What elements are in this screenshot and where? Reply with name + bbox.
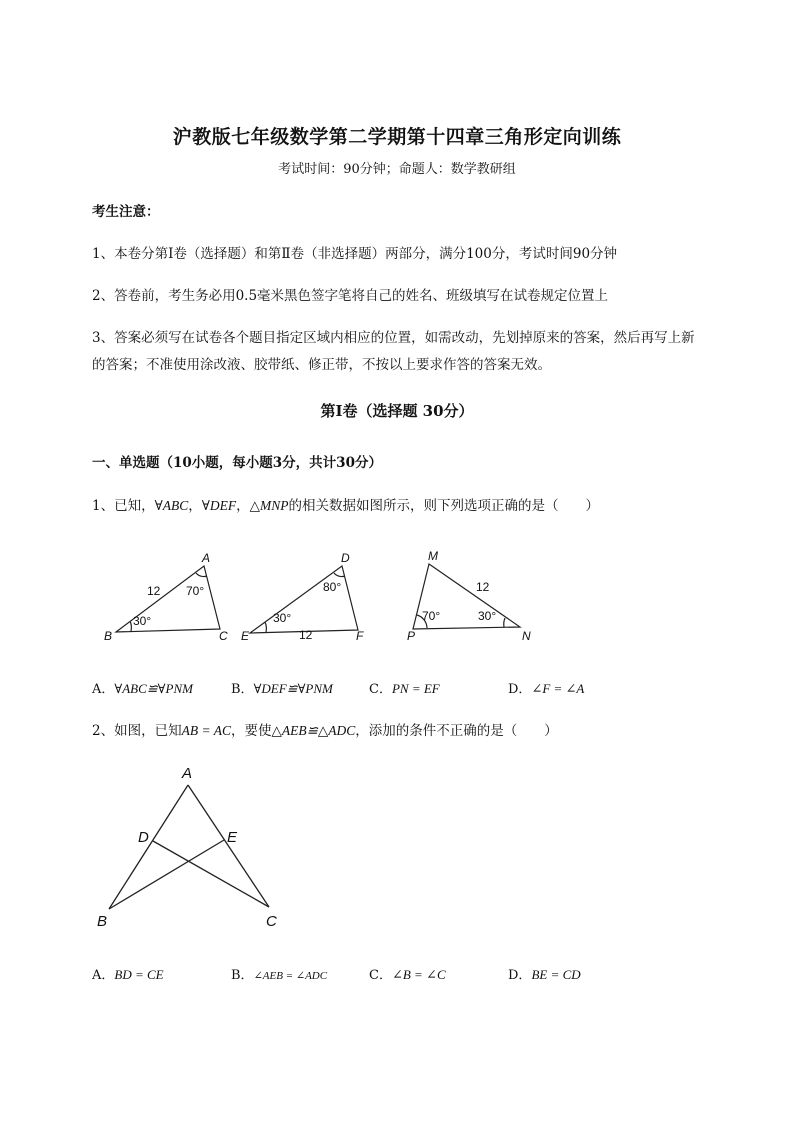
q2-option-a[interactable] bbox=[92, 964, 164, 983]
notice-item-3: 3、答案必须写在试卷各个题目指定区域内相应的位置，如需改动，先划掉原来的答案，然后再写上新 bbox=[92, 330, 695, 346]
q1-suffix: 的相关数据如图所示，则下列选项正确的是（ ） bbox=[288, 498, 600, 514]
vertex-p: P bbox=[407, 629, 416, 643]
angle-b-arc bbox=[130, 621, 131, 631]
question-2-figure bbox=[0, 760, 794, 935]
vertex-n: N bbox=[522, 629, 531, 643]
option-text: BE = CD bbox=[531, 967, 581, 982]
point-c: C bbox=[266, 913, 277, 930]
segment-be bbox=[109, 840, 224, 909]
question-1-stem bbox=[92, 494, 599, 514]
option-text: ∠B = ∠C bbox=[391, 967, 446, 982]
angle-a-label: 70° bbox=[186, 584, 205, 598]
notice-item-1: 1、本卷分第I卷（选择题）和第Ⅱ卷（非选择题）两部分，满分100分，考试时间90分钟 bbox=[92, 246, 618, 262]
option-letter: D． bbox=[508, 968, 532, 983]
triangle-def-shape bbox=[250, 566, 358, 633]
option-text: BD = CE bbox=[114, 967, 164, 982]
segment-cd bbox=[153, 841, 269, 907]
point-a: A bbox=[182, 765, 193, 782]
q1-option-a[interactable] bbox=[92, 678, 193, 697]
part-title: 一、单选题（10小题，每小题3分，共计30分） bbox=[92, 455, 382, 471]
notice-item-2: 2、答卷前，考生务必用0.5毫米黑色签字笔将自己的姓名、班级填写在试卷规定位置上 bbox=[92, 288, 609, 304]
triangle-abc-shape bbox=[116, 566, 220, 632]
vertex-f: F bbox=[356, 629, 364, 643]
segment-ac bbox=[188, 785, 269, 907]
option-letter: A． bbox=[92, 968, 115, 983]
angle-n-label: 30° bbox=[478, 609, 497, 623]
option-letter: C． bbox=[369, 968, 392, 983]
notice-heading: 考生注意： bbox=[92, 204, 160, 220]
vertex-c: C bbox=[219, 629, 228, 643]
option-text: ∀ABC≌∀PNM bbox=[114, 681, 193, 696]
q1-option-d[interactable] bbox=[508, 678, 584, 697]
q1-sep-1: ， bbox=[188, 498, 202, 514]
q1-sep-2: ， bbox=[236, 498, 250, 514]
question-1-figure bbox=[0, 540, 794, 650]
option-letter: B． bbox=[231, 682, 254, 697]
option-letter: A． bbox=[92, 682, 115, 697]
side-ef-label: 12 bbox=[299, 628, 313, 642]
page-title: 沪教版七年级数学第二学期第十四章三角形定向训练 bbox=[172, 126, 622, 148]
option-text: ∠AEB = ∠ADC bbox=[253, 970, 328, 982]
vertex-d: D bbox=[341, 551, 350, 565]
segment-ab bbox=[109, 785, 188, 909]
option-text: PN = EF bbox=[391, 681, 440, 696]
option-letter: C． bbox=[369, 682, 392, 697]
notice-item-3-cont: 的答案；不准使用涂改液、胶带纸、修正带，不按以上要求作答的答案无效。 bbox=[92, 357, 551, 373]
point-b: B bbox=[97, 913, 108, 930]
angle-b-label: 30° bbox=[133, 614, 152, 628]
angle-e-arc bbox=[265, 622, 266, 632]
side-mn-label: 12 bbox=[476, 580, 490, 594]
vertex-b: B bbox=[104, 629, 113, 643]
q1-triangle-mnp: △MNP bbox=[249, 498, 289, 513]
q1-option-c[interactable] bbox=[369, 678, 440, 697]
q2-suffix: ，添加的条件不正确的是（ ） bbox=[355, 723, 558, 739]
q2-condition: AB = AC bbox=[181, 723, 231, 738]
q2-relation: △AEB≌△ADC bbox=[271, 723, 356, 738]
point-e: E bbox=[227, 829, 238, 846]
q2-option-d[interactable] bbox=[508, 964, 581, 983]
vertex-a: A bbox=[202, 551, 211, 565]
q2-prefix: 2、如图，已知 bbox=[92, 723, 182, 739]
q1-option-b[interactable] bbox=[231, 678, 333, 697]
angle-p-label: 70° bbox=[422, 609, 441, 623]
option-letter: D． bbox=[508, 682, 532, 697]
section-title: 第I卷（选择题 30分） bbox=[320, 402, 474, 420]
q1-prefix: 1、已知， bbox=[92, 498, 155, 514]
exam-info: 考试时间：90分钟；命题人：数学教研组 bbox=[278, 162, 516, 177]
angle-n-arc bbox=[504, 618, 505, 627]
q1-triangle-abc: ∀ABC bbox=[154, 498, 189, 513]
q1-triangle-def: ∀DEF bbox=[201, 498, 237, 513]
q2-option-b[interactable] bbox=[231, 964, 327, 983]
angle-d-label: 80° bbox=[323, 580, 342, 594]
option-text: ∠F = ∠A bbox=[531, 681, 585, 696]
question-2-stem bbox=[92, 719, 558, 739]
option-letter: B． bbox=[231, 968, 254, 983]
side-ab-label: 12 bbox=[147, 584, 161, 598]
vertex-e: E bbox=[241, 629, 250, 643]
point-d: D bbox=[138, 829, 149, 846]
angle-e-label: 30° bbox=[273, 611, 292, 625]
option-text: ∀DEF≌∀PNM bbox=[253, 681, 333, 696]
q2-mid: ，要使 bbox=[230, 723, 272, 739]
q2-option-c[interactable] bbox=[369, 964, 446, 983]
vertex-m: M bbox=[428, 549, 438, 563]
